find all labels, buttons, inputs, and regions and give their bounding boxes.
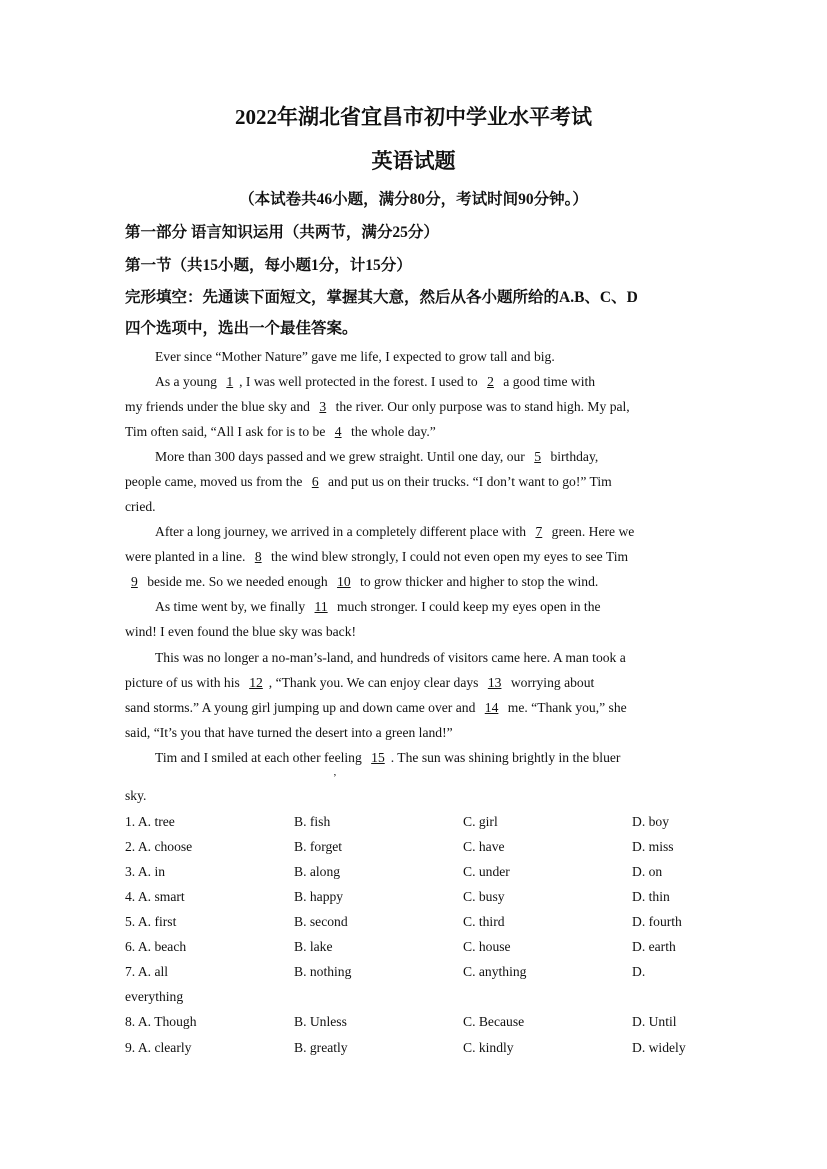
option-a: 3. A. in	[125, 864, 166, 879]
options-row	[125, 1039, 705, 1057]
passage-line: my friends under the blue sky and 3 the river. Our only purpose was to stand high. My pal,	[125, 399, 630, 414]
passage-line: Tim and I smiled at each other feeling 15 . The sun was shining brightly in the bluer	[155, 750, 621, 765]
option-a: 7. A. all	[125, 964, 169, 979]
option-d: D. fourth	[632, 914, 682, 929]
passage-line: people came, moved us from the 6 and put us on their trucks. “I don’t want to go!” Tim	[125, 474, 612, 489]
options-row	[125, 888, 705, 906]
passage-line: were planted in a line. 8 the wind blew strongly, I could not even open my eyes to see Tim	[125, 549, 629, 564]
section-heading: 第一节（共15小题，每小题1分，计15分）	[125, 257, 412, 274]
options-row	[125, 963, 705, 981]
option-b: B. lake	[294, 939, 333, 954]
exam-note: （本试卷共46小题，满分80分，考试时间90分钟。）	[239, 191, 588, 208]
blank-13: 13	[487, 675, 502, 690]
blank-3: 3	[319, 399, 327, 414]
option-b: B. Unless	[294, 1014, 347, 1029]
option-c: C. girl	[463, 814, 498, 829]
option-c: C. Because	[463, 1014, 525, 1029]
passage-line: Tim often said, “All I ask for is to be 4 the whole day.”	[125, 424, 436, 439]
option-d-continued: everything	[125, 989, 184, 1004]
option-d: D. earth	[632, 939, 676, 954]
options-row	[125, 938, 705, 956]
option-a: 1. A. tree	[125, 814, 175, 829]
blank-2: 2	[487, 374, 494, 389]
option-c: C. under	[463, 864, 510, 879]
blank-11: 11	[314, 599, 328, 614]
option-b: B. along	[294, 864, 341, 879]
blank-15: 15	[371, 750, 385, 765]
option-d: D. on	[632, 864, 663, 879]
options-row	[125, 988, 705, 1006]
option-d: D. miss	[632, 839, 674, 854]
options-row	[125, 813, 705, 831]
option-c: C. anything	[463, 964, 527, 979]
passage-line: said, “It’s you that have turned the desert into a green land!”	[125, 725, 453, 740]
option-d: D. Until	[632, 1014, 677, 1029]
blank-1: 1	[226, 374, 234, 389]
passage-line: picture of us with his 12 , “Thank you. We can enjoy clear days 13 worrying about	[125, 675, 595, 690]
blank-5: 5	[534, 449, 542, 464]
passage-line: This was no longer a no-man’s-land, and hundreds of visitors came here. A man took a	[155, 650, 626, 665]
option-c: C. have	[463, 839, 505, 854]
blank-6: 6	[311, 474, 319, 489]
passage-line: After a long journey, we arrived in a completely different place with 7 green. Here we	[155, 524, 635, 539]
options-row	[125, 1013, 705, 1031]
blank-4: 4	[334, 424, 342, 439]
instruction-line-2: 四个选项中，选出一个最佳答案。	[125, 320, 358, 337]
option-c: C. third	[463, 914, 505, 929]
option-a: 4. A. smart	[125, 889, 185, 904]
passage-line: More than 300 days passed and we grew straight. Until one day, our 5 birthday,	[155, 449, 599, 464]
passage-line: Ever since “Mother Nature” gave me life, I expected to grow tall and big.	[155, 349, 555, 364]
options-row	[125, 863, 705, 881]
instruction-line-1: 完形填空：先通读下面短文，掌握其大意，然后从各小题所给的A.B、C、D	[125, 289, 638, 306]
blank-14: 14	[484, 700, 499, 715]
option-b: B. fish	[294, 814, 331, 829]
passage-line: 9 beside me. So we needed enough 10 to grow thicker and higher to stop the wind.	[125, 573, 705, 591]
passage-line: wind! I even found the blue sky was back!	[125, 624, 357, 639]
options-row	[125, 838, 705, 856]
option-b: B. greatly	[294, 1040, 348, 1055]
passage-line: As a young 1 , I was well protected in the forest. I used to 2 a good time with	[155, 374, 596, 389]
option-d: D. widely	[632, 1040, 686, 1055]
option-b: B. nothing	[294, 964, 352, 979]
option-d: D.	[632, 964, 646, 979]
option-c: C. busy	[463, 889, 505, 904]
passage-line: cried.	[125, 499, 156, 514]
blank-9: 9	[131, 574, 138, 589]
option-b: B. forget	[294, 839, 343, 854]
blank-12: 12	[249, 675, 263, 690]
option-c: C. house	[463, 939, 511, 954]
option-a: 6. A. beach	[125, 939, 187, 954]
option-c: C. kindly	[463, 1040, 514, 1055]
part-heading: 第一部分 语言知识运用（共两节，满分25分）	[125, 224, 439, 241]
blank-8: 8	[254, 549, 262, 564]
exam-subtitle: 英语试题	[371, 149, 456, 173]
option-b: B. happy	[294, 889, 344, 904]
option-d: D. thin	[632, 889, 670, 904]
options-row	[125, 913, 705, 931]
option-a: 8. A. Though	[125, 1014, 197, 1029]
exam-title: 2022年湖北省宜昌市初中学业水平考试	[235, 105, 592, 129]
stray-mark: ’	[333, 772, 337, 784]
option-d: D. boy	[632, 814, 670, 829]
blank-10: 10	[337, 574, 351, 589]
option-a: 9. A. clearly	[125, 1040, 192, 1055]
passage-line: sky.	[125, 788, 147, 803]
blank-7: 7	[535, 524, 543, 539]
option-a: 2. A. choose	[125, 839, 193, 854]
option-a: 5. A. first	[125, 914, 177, 929]
passage-line: As time went by, we finally 11 much stronger. I could keep my eyes open in the	[155, 599, 601, 614]
option-b: B. second	[294, 914, 348, 929]
passage-line: sand storms.” A young girl jumping up and down came over and 14 me. “Thank you,” she	[125, 700, 627, 715]
